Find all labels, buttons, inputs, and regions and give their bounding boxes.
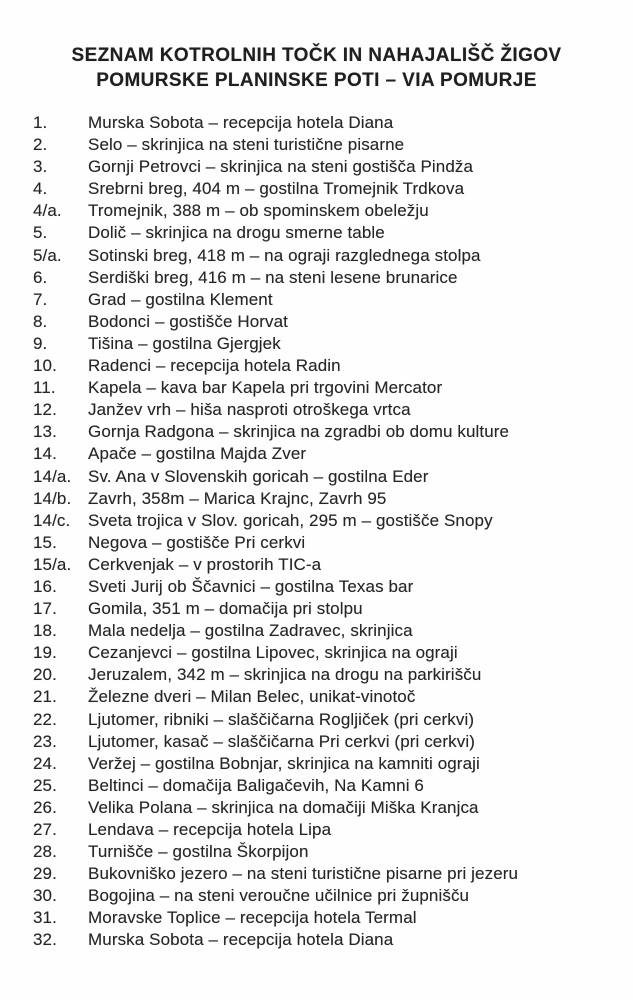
item-text: Dolič – skrinjica na drogu smerne table: [88, 223, 385, 243]
item-text: Bodonci – gostišče Horvat: [88, 311, 288, 331]
item-number: 29.: [33, 864, 57, 884]
item-number: 1.: [33, 113, 48, 132]
list-item: [33, 112, 619, 134]
item-text: Velika Polana – skrinjica na domačiji Miška Kranjca: [88, 797, 479, 817]
list-item: [33, 753, 619, 775]
list-item: [33, 222, 619, 244]
list-item: [33, 267, 619, 289]
item-text: Sotinski breg, 418 m – na ograji razglednega stolpa: [88, 245, 481, 265]
item-text: Srebrni breg, 404 m – gostilna Tromejnik Trdkova: [88, 179, 465, 199]
item-text: Mala nedelja – gostilna Zadravec, skrinjica: [88, 621, 413, 641]
list-item: [33, 466, 619, 488]
list-item: [33, 532, 619, 554]
item-number: 14/b.: [33, 488, 72, 508]
item-text: Murska Sobota – recepcija hotela Diana: [88, 113, 394, 132]
item-number: 16.: [33, 576, 57, 596]
item-number: 15.: [33, 532, 57, 552]
item-text: Radenci – recepcija hotela Radin: [88, 356, 341, 376]
list-item: [33, 863, 619, 885]
item-number: 10.: [33, 356, 57, 376]
item-text: Bogojina – na steni veroučne učilnice pri župnišču: [88, 886, 470, 906]
list-item: [33, 488, 619, 510]
item-number: 15/a.: [33, 554, 72, 574]
list-item: [33, 709, 619, 731]
item-text: Negova – gostišče Pri cerkvi: [88, 532, 306, 552]
item-text: Železne dveri – Milan Belec, unikat-vinotoč: [88, 687, 416, 707]
item-text: Ljutomer, ribniki – slaščičarna Rogljiček (pri cerkvi): [88, 709, 475, 729]
item-text: Serdiški breg, 416 m – na steni lesene brunarice: [88, 267, 458, 287]
list-item: [33, 929, 619, 951]
item-number: 7.: [33, 289, 48, 309]
item-text: Cerkvenjak – v prostorih TIC-a: [88, 554, 322, 574]
item-text: Kapela – kava bar Kapela pri trgovini Mercator: [88, 378, 443, 398]
list-item: [33, 620, 619, 642]
item-text: Selo – skrinjica na steni turistične pisarne: [88, 135, 405, 155]
item-text: Murska Sobota – recepcija hotela Diana: [88, 930, 394, 950]
list-item: [33, 134, 619, 156]
item-number: 5/a.: [33, 245, 62, 265]
item-number: 24.: [33, 753, 57, 773]
item-number: 22.: [33, 709, 57, 729]
item-text: Jeruzalem, 342 m – skrinjica na drogu na parkirišču: [88, 665, 482, 685]
item-number: 23.: [33, 731, 57, 751]
list-item: [33, 355, 619, 377]
list-item: [33, 775, 619, 797]
list-item: [33, 841, 619, 863]
list-item: [33, 377, 619, 399]
title-line-1: SEZNAM KOTROLNIH TOČK IN NAHAJALIŠČ ŽIGOV: [71, 45, 562, 66]
item-number: 14/a.: [33, 466, 72, 486]
item-text: Turnišče – gostilna Škorpijon: [88, 842, 309, 862]
list-item: [33, 178, 619, 200]
item-number: 14/c.: [33, 510, 71, 530]
item-number: 11.: [33, 378, 56, 398]
item-number: 12.: [33, 400, 57, 420]
list-item: [33, 554, 619, 576]
item-number: 2.: [33, 135, 48, 155]
item-number: 25.: [33, 775, 57, 795]
item-number: 28.: [33, 842, 57, 862]
list-item: [33, 642, 619, 664]
item-text: Gomila, 351 m – domačija pri stolpu: [88, 599, 363, 619]
item-number: 21.: [33, 687, 57, 707]
item-number: 32.: [33, 930, 57, 950]
item-number: 26.: [33, 797, 57, 817]
list-item: [33, 156, 619, 178]
item-text: Lendava – recepcija hotela Lipa: [88, 820, 332, 839]
item-number: 17.: [33, 599, 57, 619]
list-item: [33, 200, 619, 222]
item-text: Janžev vrh – hiša nasproti otroškega vrtca: [88, 400, 411, 420]
item-number: 19.: [33, 643, 57, 663]
item-text: Cezanjevci – gostilna Lipovec, skrinjica na ograji: [88, 643, 458, 663]
item-text: Sveta trojica v Slov. goricah, 295 m – gostišče Snopy: [88, 510, 493, 530]
item-number: 18.: [33, 621, 57, 641]
item-text: Ljutomer, kasač – slaščičarna Pri cerkvi (pri cerkvi): [88, 731, 475, 751]
item-text: Gornji Petrovci – skrinjica na steni gostišča Pindža: [88, 157, 474, 177]
item-number: 9.: [33, 333, 48, 353]
item-number: 13.: [33, 422, 57, 442]
list-item: [33, 510, 619, 532]
list-item: [33, 289, 619, 311]
list-item: [33, 576, 619, 598]
list-item: [33, 598, 619, 620]
list-item: [33, 443, 619, 465]
item-text: Tromejnik, 388 m – ob spominskem obeležju: [88, 201, 429, 221]
item-text: Grad – gostilna Klement: [88, 289, 273, 309]
list-item: [33, 797, 619, 819]
title-line-2: POMURSKE PLANINSKE POTI – VIA POMURJE: [96, 70, 537, 91]
item-text: Apače – gostilna Majda Zver: [88, 444, 307, 464]
item-text: Moravske Toplice – recepcija hotela Termal: [88, 908, 417, 928]
item-number: 6.: [33, 267, 48, 287]
list-item: [33, 686, 619, 708]
item-text: Beltinci – domačija Baligačevih, Na Kamni 6: [88, 775, 424, 795]
item-text: Bukovniško jezero – na steni turistične pisarne pri jezeru: [88, 864, 519, 884]
item-number: 31.: [33, 908, 57, 928]
list-item: [33, 819, 619, 841]
list-item: [33, 421, 619, 443]
item-number: 4.: [33, 179, 48, 199]
list-item: [33, 333, 619, 355]
item-number: 8.: [33, 311, 48, 331]
item-number: 3.: [33, 157, 48, 177]
list-item: [33, 399, 619, 421]
item-number: 5.: [33, 223, 48, 243]
item-number: 27.: [33, 820, 57, 839]
list-item: [33, 885, 619, 907]
document-title: [0, 43, 633, 93]
list-item: [33, 245, 619, 267]
item-text: Sv. Ana v Slovenskih goricah – gostilna Eder: [88, 466, 429, 486]
item-text: Sveti Jurij ob Ščavnici – gostilna Texas bar: [88, 576, 414, 596]
control-points-list: [33, 112, 619, 952]
item-number: 4/a.: [33, 201, 62, 221]
item-number: 14.: [33, 444, 57, 464]
list-item: [33, 907, 619, 929]
list-item: [33, 664, 619, 686]
item-text: Veržej – gostilna Bobnjar, skrinjica na kamniti ograji: [88, 753, 480, 773]
item-number: 20.: [33, 665, 57, 685]
item-text: Zavrh, 358m – Marica Krajnc, Zavrh 95: [88, 488, 387, 508]
item-text: Tišina – gostilna Gjergjek: [88, 333, 281, 353]
list-item: [33, 311, 619, 333]
item-number: 30.: [33, 886, 57, 906]
item-text: Gornja Radgona – skrinjica na zgradbi ob domu kulture: [88, 422, 510, 442]
list-item: [33, 731, 619, 753]
